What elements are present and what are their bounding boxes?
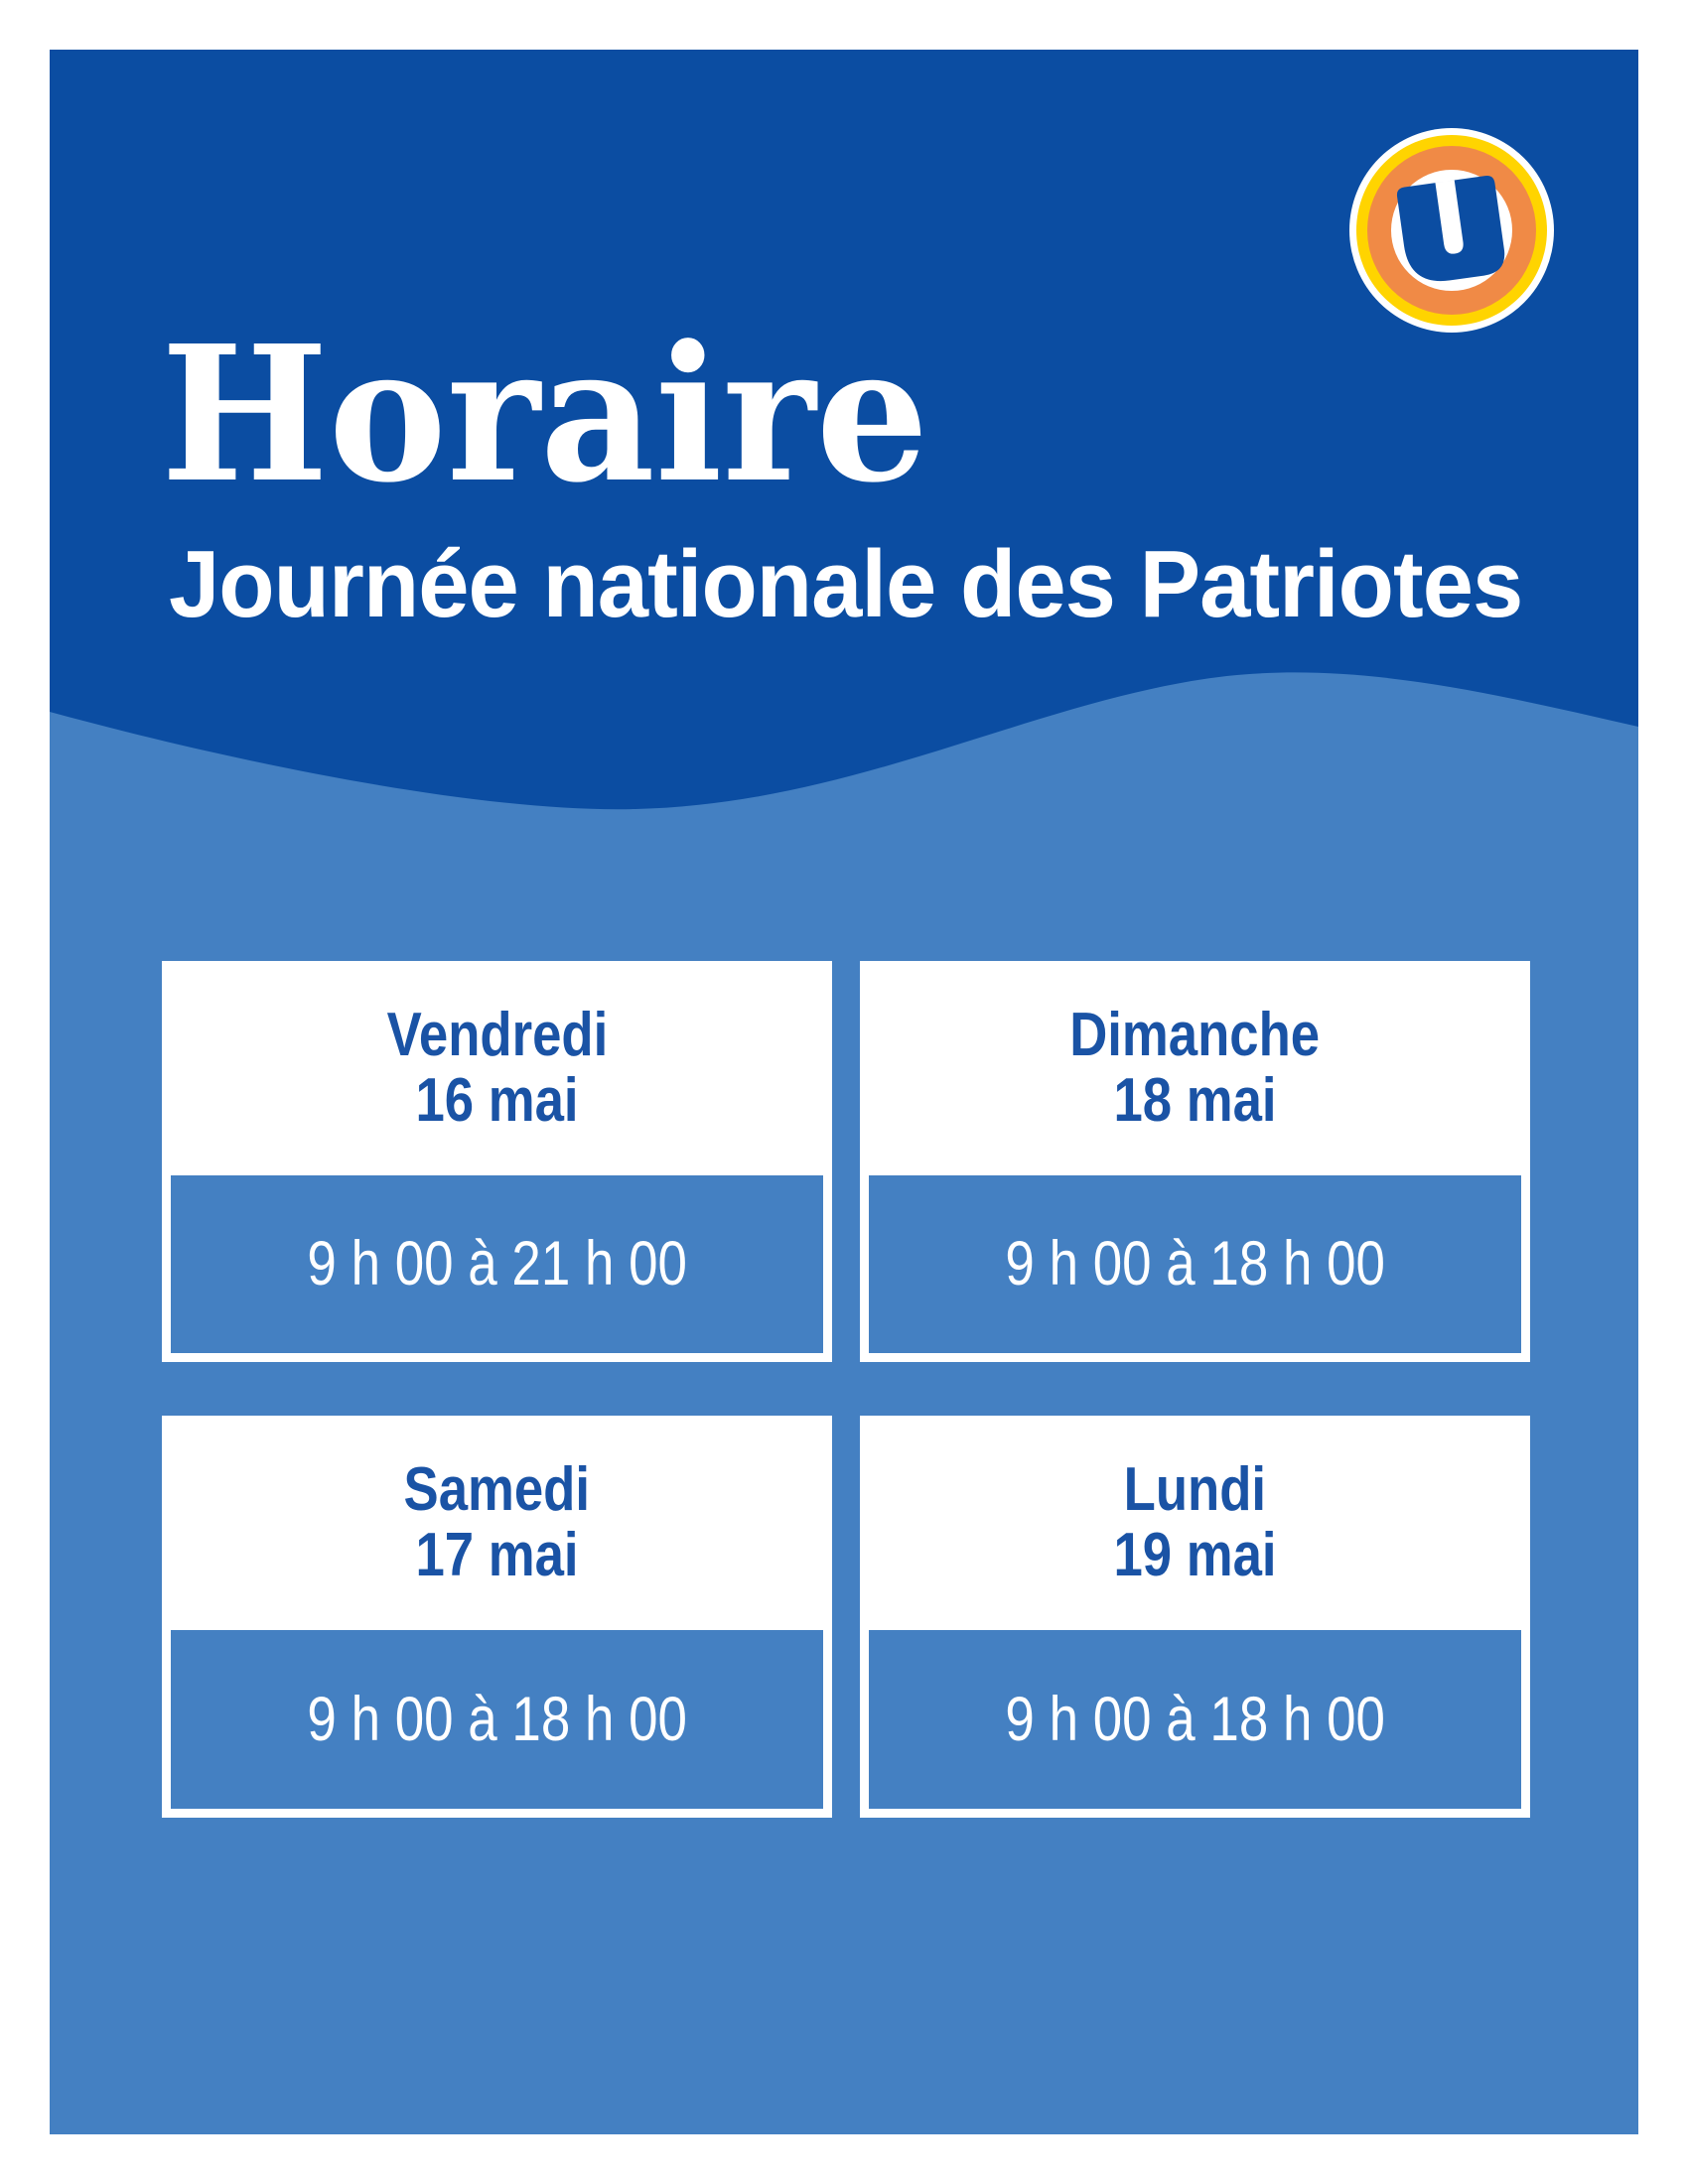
date-label: 18 mai: [1113, 1066, 1277, 1135]
schedule-card-dimanche: [860, 961, 1530, 1362]
hours-label: 9 h 00 à 18 h 00: [1005, 1684, 1385, 1754]
date-label: 16 mai: [415, 1066, 579, 1135]
day-header: [162, 961, 832, 1175]
schedule-card-lundi: [860, 1416, 1530, 1818]
schedule-card-samedi: [162, 1416, 832, 1818]
hours-label: 9 h 00 à 21 h 00: [307, 1229, 687, 1298]
date-label: 17 mai: [415, 1521, 579, 1589]
hours-badge: [869, 1630, 1521, 1809]
day-header: [860, 1416, 1530, 1630]
hours-badge: [171, 1630, 823, 1809]
date-label: 19 mai: [1113, 1521, 1277, 1589]
day-label: Samedi: [403, 1455, 591, 1524]
hours-badge: [171, 1175, 823, 1353]
schedule-card-vendredi: [162, 961, 832, 1362]
hours-label: 9 h 00 à 18 h 00: [307, 1684, 687, 1754]
page-title: Horaire: [161, 305, 929, 524]
day-header: [860, 961, 1530, 1175]
hours-badge: [869, 1175, 1521, 1353]
poster-background: [50, 50, 1638, 2134]
page-subtitle: Journée nationale des Patriotes: [169, 531, 1523, 637]
day-label: Vendredi: [386, 1001, 608, 1069]
day-label: Dimanche: [1069, 1001, 1321, 1069]
hours-label: 9 h 00 à 18 h 00: [1005, 1229, 1385, 1298]
day-header: [162, 1416, 832, 1630]
day-label: Lundi: [1123, 1455, 1267, 1524]
u-brand-logo: [1347, 126, 1556, 335]
